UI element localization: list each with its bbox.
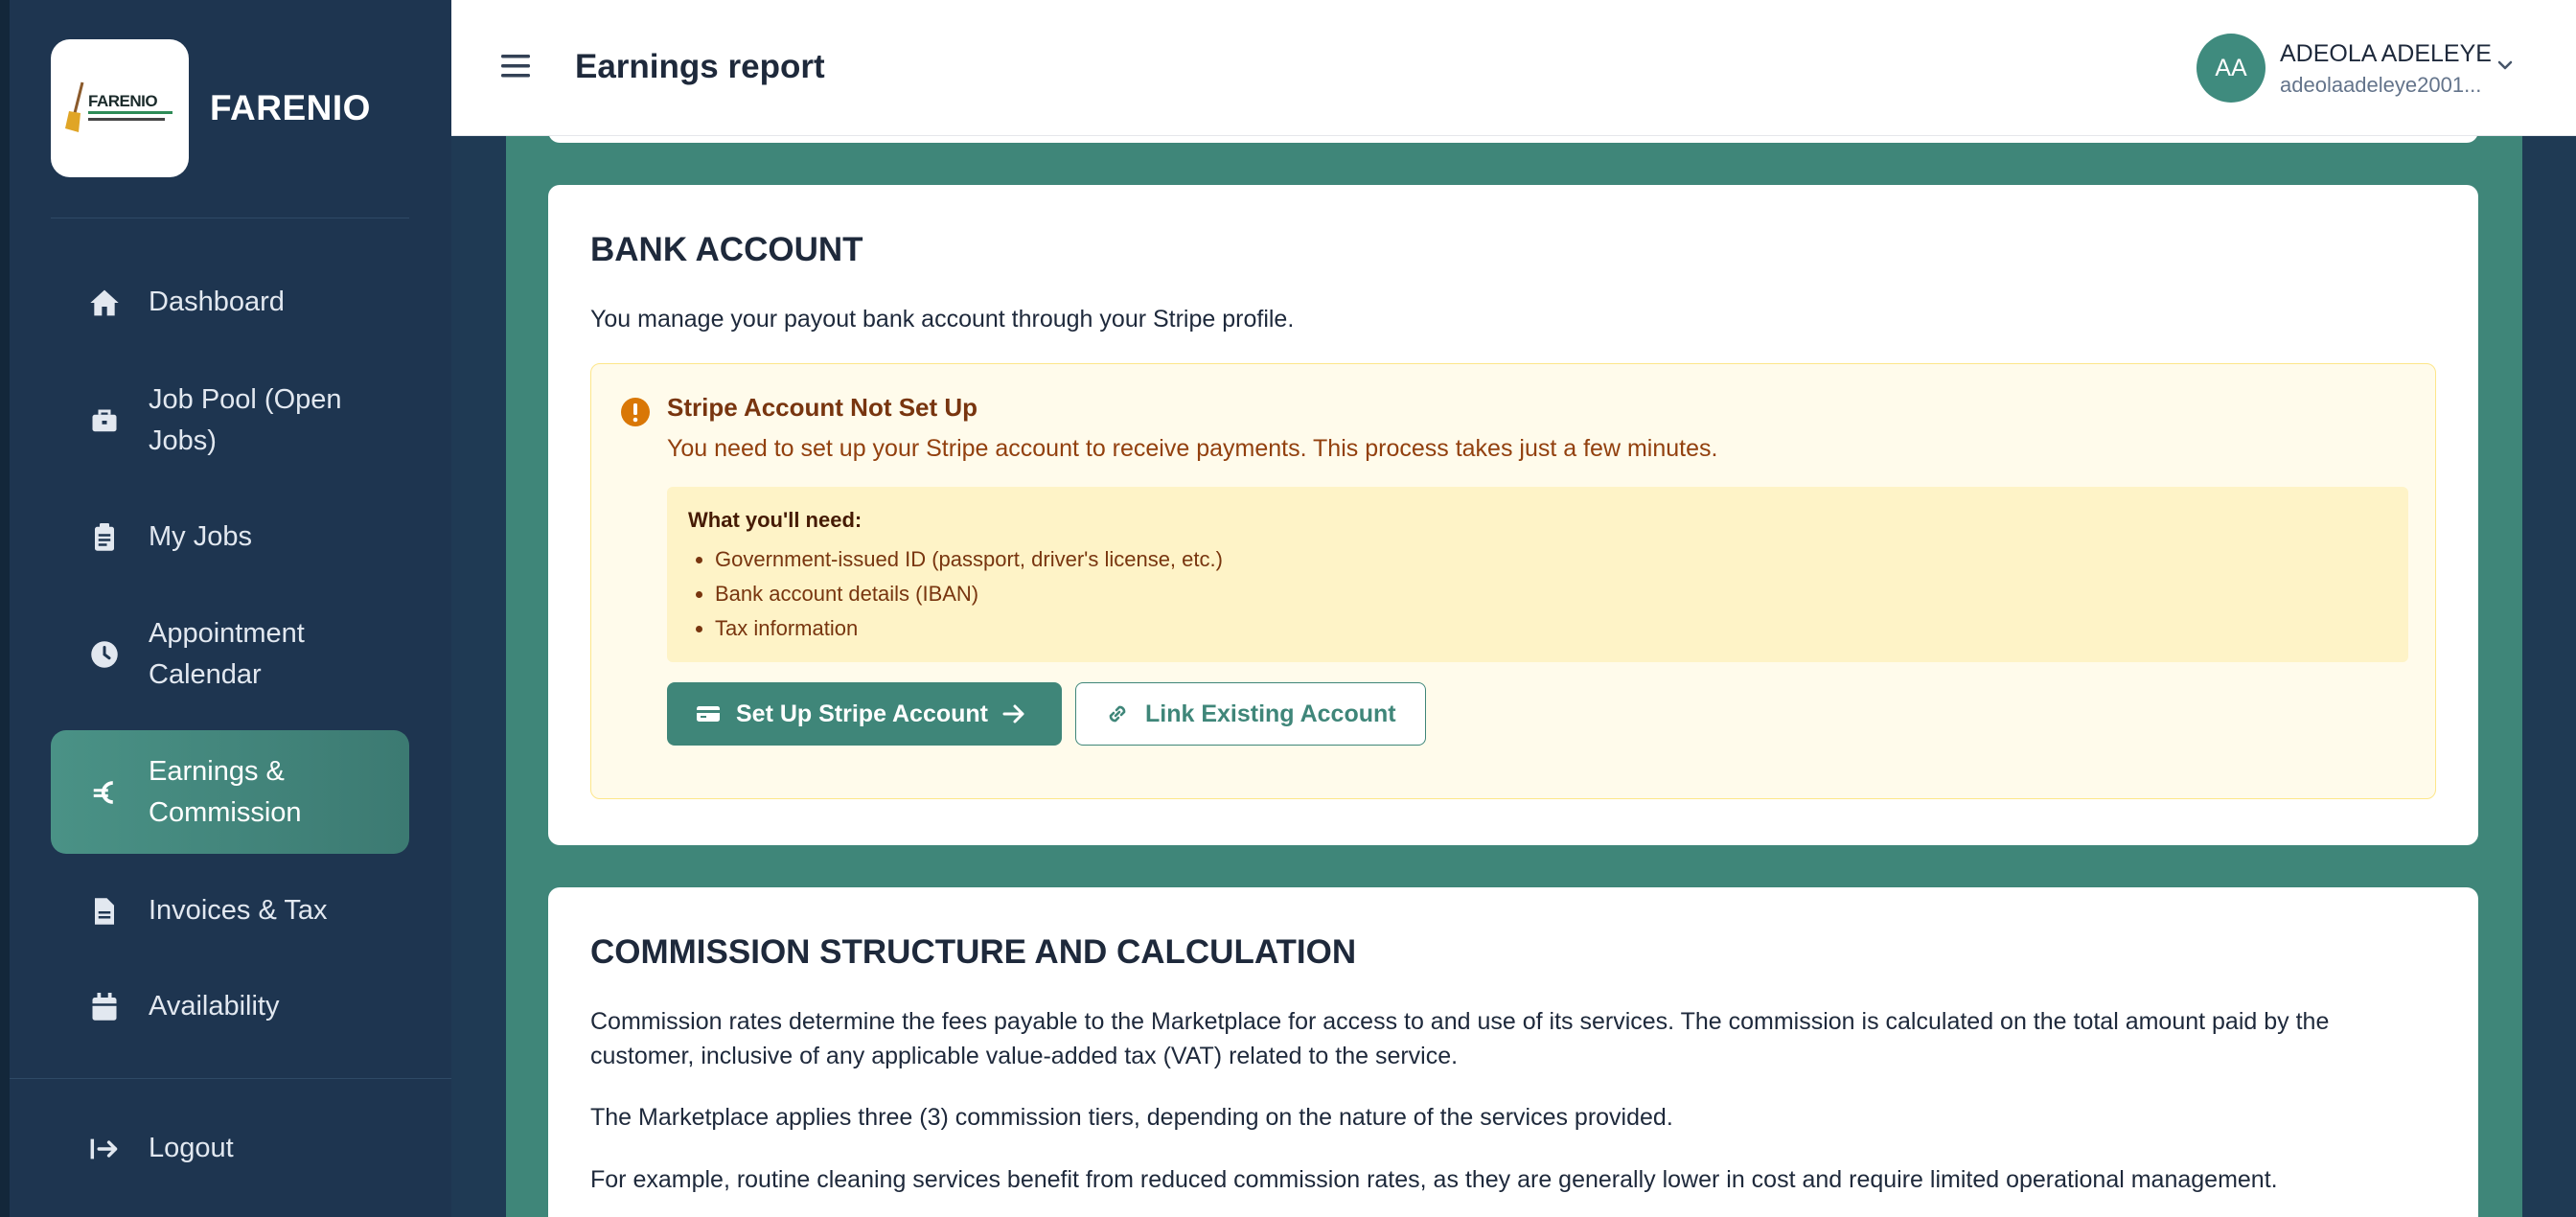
hamburger-menu-icon[interactable] xyxy=(499,50,532,82)
user-email: adeolaadeleye2001... xyxy=(2280,73,2482,97)
sidebar-item-job-pool[interactable] xyxy=(51,379,367,462)
stripe-alert xyxy=(590,363,2436,799)
sidebar-divider xyxy=(10,1078,451,1079)
logout-icon xyxy=(87,1132,122,1166)
sidebar-item-label: Appointment Calendar xyxy=(149,618,305,690)
alert-title: Stripe Account Not Set Up xyxy=(667,393,978,422)
commission-heading: COMMISSION STRUCTURE AND CALCULATION xyxy=(590,933,1357,971)
list-item: • Bank account details (IBAN) xyxy=(715,577,1223,611)
clipboard-list-icon xyxy=(87,520,122,555)
commission-paragraph: Commission rates determine the fees payable to the Marketplace for access to and use of its services. The commission is calculated on the total amount paid by the customer, inclusive of any applicable value-added tax (VAT) related to the service. xyxy=(590,1008,2330,1069)
top-bar xyxy=(451,0,2576,136)
calendar-icon xyxy=(87,990,122,1024)
avatar[interactable]: AA xyxy=(2196,34,2266,103)
bank-account-card xyxy=(548,185,2478,845)
setup-stripe-label: Set Up Stripe Account xyxy=(736,700,988,727)
bank-account-heading: BANK ACCOUNT xyxy=(590,231,863,268)
sidebar-item-label: Earnings & Commission xyxy=(149,755,302,828)
sidebar-item-invoices-tax[interactable] xyxy=(51,890,409,931)
sidebar-item-appointment-calendar[interactable] xyxy=(51,613,338,696)
user-name[interactable]: ADEOLA ADELEYE xyxy=(2280,40,2492,67)
sidebar-item-label: Dashboard xyxy=(149,287,285,317)
logout-button[interactable] xyxy=(51,1128,409,1169)
sidebar-item-dashboard[interactable] xyxy=(51,282,409,323)
list-item: • Government-issued ID (passport, driver's license, etc.) xyxy=(715,542,1223,577)
commission-paragraph: The Marketplace applies three (3) commission tiers, depending on the nature of the services provided. xyxy=(590,1104,1673,1131)
link-existing-label: Link Existing Account xyxy=(1145,700,1396,727)
sidebar-item-my-jobs[interactable] xyxy=(51,517,409,558)
arrow-right-icon xyxy=(1001,701,1026,726)
main-content xyxy=(506,136,2522,1217)
alert-message: You need to set up your Stripe account to receive payments. This process takes just a few minutes. xyxy=(667,435,1718,462)
link-existing-account-button[interactable] xyxy=(1075,682,1426,746)
logo-image: FARENIO xyxy=(63,75,176,142)
list-item: • Tax information xyxy=(715,611,1223,646)
euro-icon xyxy=(87,775,122,810)
sidebar-item-label: Job Pool (Open Jobs) xyxy=(149,384,342,456)
clock-icon xyxy=(87,637,122,672)
chevron-down-icon[interactable] xyxy=(2494,54,2517,77)
sidebar-item-availability[interactable] xyxy=(51,986,409,1027)
brand-logo[interactable] xyxy=(51,39,189,177)
setup-stripe-button[interactable] xyxy=(667,682,1062,746)
requirements-box xyxy=(667,487,2408,662)
logout-label: Logout xyxy=(149,1133,234,1163)
commission-paragraph: For example, routine cleaning services benefit from reduced commission rates, as they are generally lower in cost and require limited operational management. xyxy=(590,1166,2278,1193)
document-icon xyxy=(87,894,122,929)
credit-card-icon xyxy=(696,701,721,726)
briefcase-icon xyxy=(87,403,122,438)
link-icon xyxy=(1105,701,1130,726)
sidebar-item-label: Availability xyxy=(149,991,280,1022)
brand-name: FARENIO xyxy=(210,88,371,127)
bank-account-description: You manage your payout bank account through your Stripe profile. xyxy=(590,306,1295,333)
window-edge xyxy=(0,0,10,1217)
commission-card xyxy=(548,887,2478,1217)
sidebar-item-label: Invoices & Tax xyxy=(149,895,328,926)
sidebar-item-earnings-commission[interactable] xyxy=(51,730,409,854)
requirements-list xyxy=(715,542,1223,646)
sidebar-item-label: My Jobs xyxy=(149,521,252,552)
page-title: Earnings report xyxy=(575,48,825,85)
home-icon xyxy=(87,286,122,320)
sidebar xyxy=(10,0,451,1217)
warning-icon xyxy=(620,397,651,427)
requirements-title: What you'll need: xyxy=(688,508,862,532)
